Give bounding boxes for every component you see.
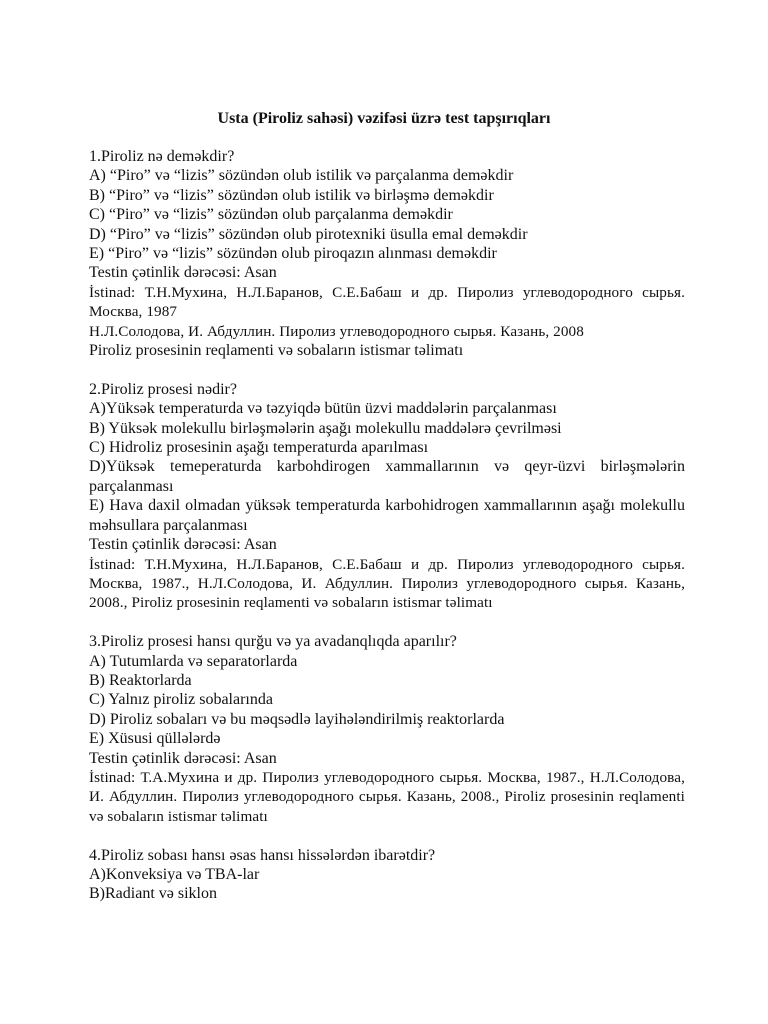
option-b: B) Yüksək molekullu birləşmələrin aşağı molekullu maddələrə çevrilməsi [89,419,562,437]
option-c: C) “Piro” və “lizis” sözündən olub parçalanma deməkdir [89,206,453,224]
option-a: A)Yüksək temperaturda və təzyiqdə bütün üzvi maddələrin parçalanması [89,400,557,418]
question-text: 4.Piroliz sobası hansı əsas hansı hissələrdən ibarətdir? [89,846,436,864]
option-e: E) Hava daxil olmadan yüksək temperaturda karbohidrogen xammallarının aşağı molekullu məhsullara parçalanması [89,497,685,534]
difficulty-label: Testin çətinlik dərəcəsi: Asan [89,264,277,282]
reference-text: Piroliz prosesinin reqlamenti və sobaların istismar təlimatı [89,342,464,360]
question-1 [89,147,685,360]
option-c: C) Yalnız piroliz sobalarında [89,691,273,709]
reference-text: İstinad: Т.Н.Мухина, Н.Л.Баранов, С.Е.Бабаш и др. Пиролиз углеводородного сырья. Москва, 1987 [89,283,685,321]
document-body [89,147,685,923]
question-2 [89,380,685,613]
question-3 [89,632,685,826]
question-text: 3.Piroliz prosesi hansı qurğu və ya avadanqlıqda aparılır? [89,633,457,651]
difficulty-label: Testin çətinlik dərəcəsi: Asan [89,536,277,554]
option-a: A) “Piro” və “lizis” sözündən olub istilik və parçalanma deməkdir [89,167,514,185]
option-d: D)Yüksək temeperaturda karbohdirogen xammallarının və qeyr-üzvi birləşmələrin parçalanması [89,458,685,495]
option-e: E) “Piro” və “lizis” sözündən olub piroqazın alınması deməkdir [89,245,497,263]
option-d: D) Piroliz sobaları və bu məqsədlə layihələndirilmiş reaktorlarda [89,710,505,728]
option-a: A) Tutumlarda və separatorlarda [89,652,298,670]
reference-text: İstinad: Т.Н.Мухина, Н.Л.Баранов, С.Е.Бабаш и др. Пиролиз углеводородного сырья. Москва, 1987., Н.Л.Солодова, И. Абдуллин. Пиролиз углеводородного сырья. Казань, 2008., Piroliz prosesinin reqlamenti və sobaların istismar təlimatı [89,555,685,612]
option-b: B) “Piro” və “lizis” sözündən olub istilik və birləşmə deməkdir [89,186,494,204]
option-a: A)Konveksiya və TBA-lar [89,865,260,883]
option-b: B)Radiant və siklon [89,885,217,903]
question-4 [89,846,685,904]
option-d: D) “Piro” və “lizis” sözündən olub pirotexniki üsulla emal deməkdir [89,225,528,243]
option-b: B) Reaktorlarda [89,671,192,689]
option-e: E) Xüsusi qüllələrdə [89,730,221,748]
page-title: Usta (Piroliz sahəsi) vəzifəsi üzrə test tapşırıqları [217,110,551,127]
question-text: 2.Piroliz prosesi nədir? [89,380,237,398]
reference-text: Н.Л.Солодова, И. Абдуллин. Пиролиз углеводородного сырья. Казань, 2008 [89,322,584,340]
difficulty-label: Testin çətinlik dərəcəsi: Asan [89,749,277,767]
option-c: C) Hidroliz prosesinin aşağı temperaturda aparılması [89,439,429,457]
reference-text: İstinad: Т.А.Мухина и др. Пиролиз углеводородного сырья. Москва, 1987., Н.Л.Солодова, И. Абдуллин. Пиролиз углеводородного сырья. Казань, 2008., Piroliz prosesinin reqlamenti və sobaların istismar təlimatı [89,768,685,825]
question-text: 1.Piroliz nə deməkdir? [89,148,235,165]
